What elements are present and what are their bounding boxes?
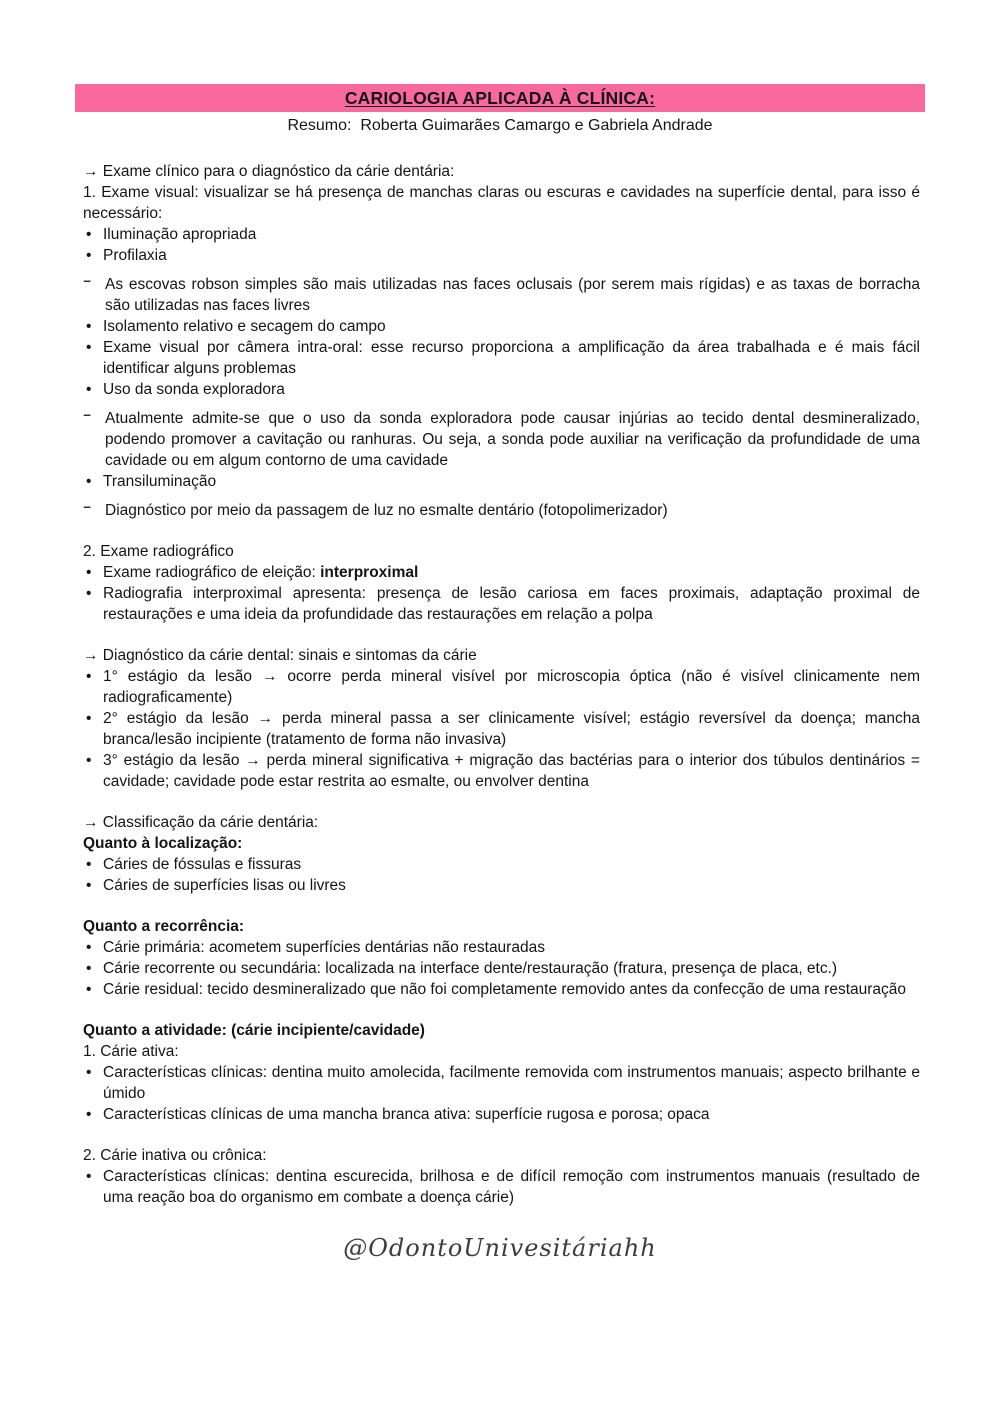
bullet-icon: • bbox=[86, 1168, 92, 1185]
bullet-icon: • bbox=[86, 981, 92, 998]
arrow-heading-text: → Exame clínico para o diagnóstico da cárie dentária: bbox=[83, 163, 455, 180]
paragraph-text: 2. Exame radiográfico bbox=[83, 543, 234, 560]
bullet-icon: • bbox=[86, 226, 92, 243]
bullet-item-text: Radiografia interproximal apresenta: presença de lesão cariosa em faces proximais, adaptação proximal de restaurações e uma ideia da profundidade das restaurações em relação a polpa bbox=[103, 585, 920, 623]
dash-icon: ⁻ bbox=[83, 276, 92, 293]
bullet-item bbox=[83, 1104, 920, 1125]
bullet-item bbox=[83, 379, 920, 400]
bullet-item bbox=[83, 875, 920, 896]
document-body bbox=[83, 161, 920, 1208]
dash-note bbox=[83, 408, 920, 471]
bullet-item bbox=[83, 708, 920, 750]
bullet-item-text: Uso da sonda exploradora bbox=[103, 381, 285, 398]
bullet-item-text: Iluminação apropriada bbox=[103, 226, 257, 243]
watermark-handle: @OdontoUnivesitáriahh bbox=[343, 1234, 657, 1262]
bullet-item-text: 2° estágio da lesão → perda mineral passa a ser clinicamente visível; estágio reversível da doença; mancha branca/lesão incipiente (tratamento de forma não invasiva) bbox=[103, 710, 920, 748]
bullet-item-text: Profilaxia bbox=[103, 247, 167, 264]
bullet-icon: • bbox=[86, 710, 92, 727]
bullet-item-text: Cárie recorrente ou secundária: localizada na interface dente/restauração (fratura, presença de placa, etc.) bbox=[103, 960, 838, 977]
dash-note-text: As escovas robson simples são mais utilizadas nas faces oclusais (por serem mais rígidas) e as taxas de borracha são utilizadas nas faces livres bbox=[105, 276, 920, 314]
bullet-icon: • bbox=[86, 318, 92, 335]
bullet-icon: • bbox=[86, 564, 92, 581]
dash-icon: ⁻ bbox=[83, 502, 92, 519]
bullet-item-text: Características clínicas de uma mancha branca ativa: superfície rugosa e porosa; opaca bbox=[103, 1106, 710, 1123]
spacer bbox=[83, 792, 920, 812]
bullet-icon: • bbox=[86, 1106, 92, 1123]
bold-heading-text: Quanto à localização: bbox=[83, 835, 243, 852]
bullet-item-text: Cárie primária: acometem superfícies dentárias não restauradas bbox=[103, 939, 545, 956]
paragraph bbox=[83, 182, 920, 224]
spacer bbox=[83, 625, 920, 645]
paragraph-text: 2. Cárie inativa ou crônica: bbox=[83, 1147, 267, 1164]
paragraph-text: 1. Exame visual: visualizar se há presença de manchas claras ou escuras e cavidades na superfície dental, para isso é necessário: bbox=[83, 184, 920, 222]
bullet-icon: • bbox=[86, 585, 92, 602]
bullet-item bbox=[83, 562, 920, 583]
bold-heading-text: Quanto a atividade: (cárie incipiente/cavidade) bbox=[83, 1022, 425, 1039]
bullet-icon: • bbox=[86, 473, 92, 490]
bullet-item bbox=[83, 1062, 920, 1104]
bold-heading-text: Quanto a recorrência: bbox=[83, 918, 245, 935]
bold-heading bbox=[83, 833, 920, 854]
bullet-item bbox=[83, 666, 920, 708]
arrow-heading-text: → Diagnóstico da cárie dental: sinais e sintomas da cárie bbox=[83, 647, 477, 664]
subtitle: Resumo: Roberta Guimarães Camargo e Gabriela Andrade bbox=[287, 117, 713, 134]
bullet-item-text: Características clínicas: dentina muito amolecida, facilmente removida com instrumentos manuais; aspecto brilhante e úmido bbox=[103, 1064, 920, 1102]
bold-heading bbox=[83, 1020, 920, 1041]
spacer bbox=[83, 896, 920, 916]
spacer bbox=[83, 492, 920, 500]
bullet-item bbox=[83, 224, 920, 245]
spacer bbox=[83, 266, 920, 274]
bullet-icon: • bbox=[86, 752, 92, 769]
bullet-item-text: 3° estágio da lesão → perda mineral significativa + migração das bactérias para o interior dos túbulos dentinários = cavidade; cavidade pode estar restrita ao esmalte, ou envolver dentina bbox=[103, 752, 920, 790]
dash-note-text: Diagnóstico por meio da passagem de luz no esmalte dentário (fotopolimerizador) bbox=[105, 502, 668, 519]
bullet-item-text: Transiluminação bbox=[103, 473, 217, 490]
bullet-icon: • bbox=[86, 856, 92, 873]
bullet-icon: • bbox=[86, 939, 92, 956]
bullet-item-text: 1° estágio da lesão → ocorre perda mineral visível por microscopia óptica (não é visível clinicamente nem radiograficamente) bbox=[103, 668, 920, 706]
paragraph bbox=[83, 541, 920, 562]
bullet-item bbox=[83, 854, 920, 875]
paragraph-text: 1. Cárie ativa: bbox=[83, 1043, 179, 1060]
bullet-icon: • bbox=[86, 877, 92, 894]
bullet-icon: • bbox=[86, 339, 92, 356]
bullet-item bbox=[83, 937, 920, 958]
dash-note-text: Atualmente admite-se que o uso da sonda exploradora pode causar injúrias ao tecido dental desmineralizado, podendo promover a cavitação ou ranhuras. Ou seja, a sonda pode auxiliar na verificação da profundidade de uma cavidade ou em algum contorno de uma cavidade bbox=[105, 410, 920, 469]
bullet-item-text: Cáries de superfícies lisas ou livres bbox=[103, 877, 346, 894]
bullet-item bbox=[83, 471, 920, 492]
dash-icon: ⁻ bbox=[83, 410, 92, 427]
bullet-item bbox=[83, 979, 920, 1000]
bullet-item bbox=[83, 316, 920, 337]
bullet-icon: • bbox=[86, 960, 92, 977]
dash-note bbox=[83, 274, 920, 316]
bold-heading bbox=[83, 916, 920, 937]
bullet-item bbox=[83, 750, 920, 792]
spacer bbox=[83, 521, 920, 541]
bullet-icon: • bbox=[86, 247, 92, 264]
spacer bbox=[83, 1000, 920, 1020]
bullet-item-text: Exame visual por câmera intra-oral: esse recurso proporciona a amplificação da área trabalhada e é mais fácil identificar alguns problemas bbox=[103, 339, 920, 377]
paragraph bbox=[83, 1041, 920, 1062]
spacer bbox=[83, 400, 920, 408]
arrow-heading bbox=[83, 812, 920, 833]
bullet-item bbox=[83, 1166, 920, 1208]
bullet-item-text: Cáries de fóssulas e fissuras bbox=[103, 856, 302, 873]
bullet-item bbox=[83, 583, 920, 625]
paragraph bbox=[83, 1145, 920, 1166]
bullet-item bbox=[83, 958, 920, 979]
bullet-icon: • bbox=[86, 1064, 92, 1081]
spacer bbox=[83, 1125, 920, 1145]
bullet-icon: • bbox=[86, 668, 92, 685]
bullet-item-text: Exame radiográfico de eleição: interproximal bbox=[103, 564, 419, 581]
dash-note bbox=[83, 500, 920, 521]
page-title: CARIOLOGIA APLICADA À CLÍNICA: bbox=[344, 87, 656, 108]
arrow-heading-text: → Classificação da cárie dentária: bbox=[83, 814, 319, 831]
bullet-item-text: Cárie residual: tecido desmineralizado que não foi completamente removido antes da confecção de uma restauração bbox=[103, 981, 907, 998]
bullet-item bbox=[83, 245, 920, 266]
arrow-heading bbox=[83, 645, 920, 666]
bullet-item-text: Características clínicas: dentina escurecida, brilhosa e de difícil remoção com instrumentos manuais (resultado de uma reação boa do organismo em combate a doença cárie) bbox=[103, 1168, 920, 1206]
bullet-item-text: Isolamento relativo e secagem do campo bbox=[103, 318, 386, 335]
arrow-heading bbox=[83, 161, 920, 182]
bullet-icon: • bbox=[86, 381, 92, 398]
bullet-item bbox=[83, 337, 920, 379]
title-banner bbox=[75, 84, 925, 112]
